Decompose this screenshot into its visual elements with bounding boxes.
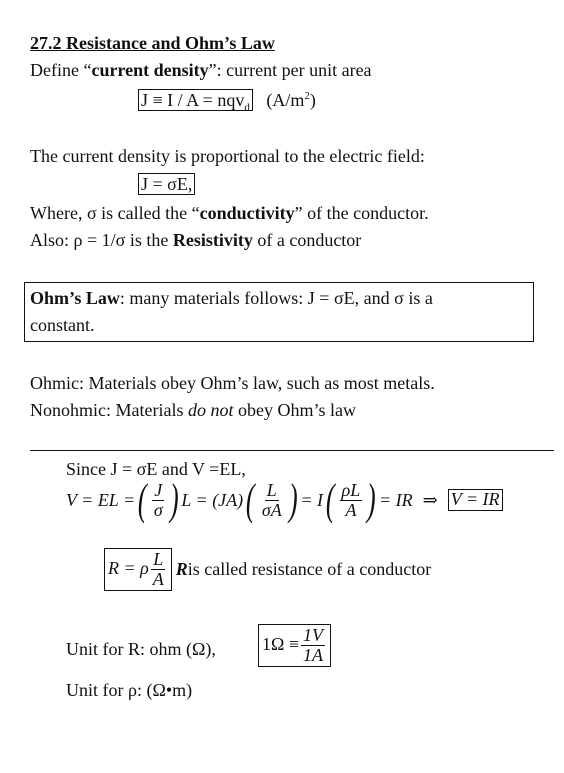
where-line (30, 203, 429, 224)
ohms-law-text: : many materials follows: J = σE, and σ is a (119, 288, 433, 308)
also-suffix: of a conductor (252, 230, 362, 250)
also-prefix: Also: ρ = 1/σ is the (30, 230, 173, 250)
page-title: 27.2 Resistance and Ohm’s Law (30, 33, 275, 53)
resistance-formula-box (104, 548, 172, 591)
nonohmic-line (30, 400, 356, 421)
implies-symbol: ⇒ (422, 489, 438, 510)
derivation-equation: V = EL = ( $\frac{J}{\sigma}$ ) L = (JA) ( $\frac{L}{\sigma A}$ ) = I ( $\frac{\rho L}{A}$ ) = IR ⇒ V = IR (66, 478, 503, 522)
frac-j-sigma: $\frac{J}{\sigma}$ (153, 479, 163, 520)
ohms-law-term: Ohm’s Law (30, 288, 120, 308)
frac-rho-l-a: $\frac{\rho L}{A}$ (341, 479, 361, 520)
ohms-law-line1 (30, 288, 433, 309)
frac-l-a: $\frac{L}{A}$ (152, 549, 164, 589)
where-suffix: ” of the conductor. (294, 203, 429, 223)
deriv-v-el: V = EL = (66, 489, 136, 510)
current-density-formula: J ≡ I / A = nqv (141, 90, 245, 110)
resistance-r: R (175, 558, 188, 579)
current-density-unit: (A/m (266, 90, 305, 110)
ohm-definition-box (258, 624, 331, 667)
nonohmic-prefix: Nonohmic: Materials (30, 400, 188, 420)
define-term: current density (91, 60, 209, 80)
current-density-unit-close: ) (309, 90, 316, 110)
where-term: conductivity (199, 203, 295, 223)
ohm-definition (258, 624, 331, 667)
resistance-text: is called resistance of a conductor (187, 558, 432, 579)
frac-l-sigma-a: $\frac{L}{\sigma A}$ (261, 479, 282, 520)
define-prefix: Define “ (30, 60, 92, 80)
ohmic-text: Ohmic: Materials obey Ohm’s law, such as most metals. (30, 373, 435, 393)
sigma-formula-box: J = σE, (138, 173, 195, 195)
proportional-text: The current density is proportional to the electric field: (30, 146, 425, 166)
nonohmic-emph: do not (187, 400, 234, 420)
also-line (30, 230, 361, 251)
current-density-formula-box (138, 89, 253, 114)
unit-r-text: Unit for R: ohm (Ω), (66, 639, 216, 659)
deriv-l-eq: L = (JA) (181, 489, 244, 510)
also-term: Resistivity (172, 230, 253, 250)
since-text: Since J = σE and V =EL, (66, 459, 246, 479)
sigma-formula-line (138, 174, 195, 195)
unit-rho-text: Unit for ρ: (Ω•m) (66, 680, 193, 700)
define-line (30, 60, 372, 81)
deriv-eq-i: = I (300, 489, 323, 510)
frac-1v-1a: $\frac{1V}{1A}$ (303, 625, 324, 665)
divider (30, 450, 554, 451)
where-prefix: Where, σ is called the “ (30, 203, 200, 223)
ohm-def-lhs: 1Ω ≡ (262, 634, 300, 655)
ohms-law-line2: constant. (30, 315, 95, 335)
resistance-line (104, 548, 431, 591)
resistance-r-eq: R = ρ (108, 558, 149, 579)
current-density-formula-line (138, 90, 316, 114)
current-density-subscript: d (244, 101, 250, 114)
nonohmic-suffix: obey Ohm’s law (233, 400, 356, 420)
v-ir-result: V = IR (448, 489, 503, 511)
current-density-unit-sup: 2 (304, 90, 310, 102)
deriv-eq-ir: = IR (378, 489, 413, 510)
define-suffix: ”: current per unit area (208, 60, 372, 80)
